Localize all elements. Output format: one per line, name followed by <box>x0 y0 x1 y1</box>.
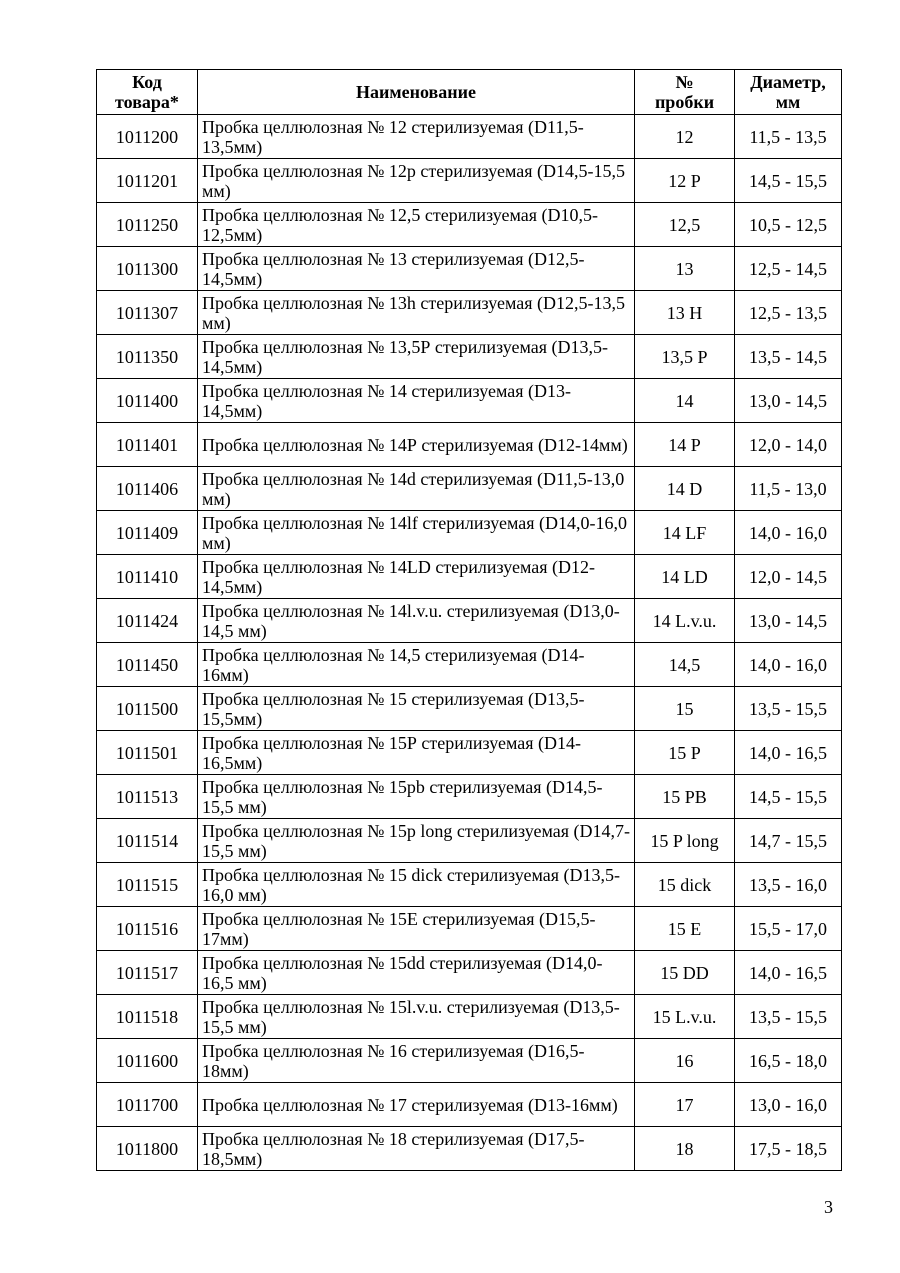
cell-diameter: 12,5 - 14,5 <box>735 247 842 291</box>
cell-number: 15 L.v.u. <box>635 995 735 1039</box>
cell-number: 15 DD <box>635 951 735 995</box>
cell-diameter: 15,5 - 17,0 <box>735 907 842 951</box>
cell-name: Пробка целлюлозная № 14 стерилизуемая (D13-14,5мм) <box>198 379 635 423</box>
cell-code: 1011250 <box>97 203 198 247</box>
cell-code: 1011300 <box>97 247 198 291</box>
table-row <box>97 643 842 687</box>
table-row <box>97 819 842 863</box>
cell-diameter: 14,5 - 15,5 <box>735 159 842 203</box>
table-body <box>97 115 842 1171</box>
cell-diameter: 13,0 - 14,5 <box>735 379 842 423</box>
cell-code: 1011514 <box>97 819 198 863</box>
cell-code: 1011424 <box>97 599 198 643</box>
table-row <box>97 423 842 467</box>
table-row <box>97 379 842 423</box>
table-row <box>97 555 842 599</box>
table-row <box>97 863 842 907</box>
cell-name: Пробка целлюлозная № 15Е стерилизуемая (D15,5-17мм) <box>198 907 635 951</box>
header-name: Наименование <box>198 70 635 115</box>
table-row <box>97 951 842 995</box>
table-row <box>97 203 842 247</box>
cell-number: 12 <box>635 115 735 159</box>
cell-name: Пробка целлюлозная № 13 стерилизуемая (D12,5-14,5мм) <box>198 247 635 291</box>
cell-code: 1011409 <box>97 511 198 555</box>
cell-diameter: 14,0 - 16,5 <box>735 951 842 995</box>
cell-diameter: 13,5 - 15,5 <box>735 687 842 731</box>
cell-number: 13 H <box>635 291 735 335</box>
cell-number: 14 D <box>635 467 735 511</box>
cell-diameter: 12,0 - 14,5 <box>735 555 842 599</box>
cell-name: Пробка целлюлозная № 15Р стерилизуемая (D14-16,5мм) <box>198 731 635 775</box>
cell-name: Пробка целлюлозная № 15p long стерилизуемая (D14,7-15,5 мм) <box>198 819 635 863</box>
cell-diameter: 12,5 - 13,5 <box>735 291 842 335</box>
header-code: Код товара* <box>97 70 198 115</box>
table-row <box>97 115 842 159</box>
cell-diameter: 13,5 - 16,0 <box>735 863 842 907</box>
cell-number: 15 dick <box>635 863 735 907</box>
cell-number: 15 Р <box>635 731 735 775</box>
cell-code: 1011517 <box>97 951 198 995</box>
cell-name: Пробка целлюлозная № 15dd стерилизуемая (D14,0-16,5 мм) <box>198 951 635 995</box>
cell-diameter: 11,5 - 13,5 <box>735 115 842 159</box>
table-row <box>97 335 842 379</box>
cell-code: 1011500 <box>97 687 198 731</box>
cell-name: Пробка целлюлозная № 14d стерилизуемая (D11,5-13,0 мм) <box>198 467 635 511</box>
table-row <box>97 159 842 203</box>
cell-diameter: 13,5 - 15,5 <box>735 995 842 1039</box>
table-row <box>97 511 842 555</box>
cell-name: Пробка целлюлозная № 14lf стерилизуемая (D14,0-16,0 мм) <box>198 511 635 555</box>
cell-name: Пробка целлюлозная № 17 стерилизуемая (D13-16мм) <box>198 1083 635 1127</box>
cell-number: 14,5 <box>635 643 735 687</box>
cell-number: 15 <box>635 687 735 731</box>
cell-diameter: 11,5 - 13,0 <box>735 467 842 511</box>
table-row <box>97 731 842 775</box>
cell-number: 14 Р <box>635 423 735 467</box>
cell-code: 1011401 <box>97 423 198 467</box>
cell-number: 14 LD <box>635 555 735 599</box>
table-row <box>97 995 842 1039</box>
cell-number: 13,5 Р <box>635 335 735 379</box>
cell-diameter: 13,0 - 16,0 <box>735 1083 842 1127</box>
cell-code: 1011406 <box>97 467 198 511</box>
cell-diameter: 12,0 - 14,0 <box>735 423 842 467</box>
cell-code: 1011513 <box>97 775 198 819</box>
cell-number: 18 <box>635 1127 735 1171</box>
cell-diameter: 17,5 - 18,5 <box>735 1127 842 1171</box>
cell-diameter: 14,0 - 16,5 <box>735 731 842 775</box>
cell-name: Пробка целлюлозная № 14LD стерилизуемая (D12-14,5мм) <box>198 555 635 599</box>
header-diameter: Диаметр, мм <box>735 70 842 115</box>
table-row <box>97 247 842 291</box>
cell-code: 1011515 <box>97 863 198 907</box>
cell-code: 1011201 <box>97 159 198 203</box>
header-number: № пробки <box>635 70 735 115</box>
cell-name: Пробка целлюлозная № 12,5 стерилизуемая (D10,5-12,5мм) <box>198 203 635 247</box>
cell-code: 1011450 <box>97 643 198 687</box>
cell-name: Пробка целлюлозная № 12 стерилизуемая (D11,5-13,5мм) <box>198 115 635 159</box>
cell-code: 1011410 <box>97 555 198 599</box>
cell-name: Пробка целлюлозная № 15 dick стерилизуемая (D13,5-16,0 мм) <box>198 863 635 907</box>
table-row <box>97 1083 842 1127</box>
cell-name: Пробка целлюлозная № 15l.v.u. стерилизуемая (D13,5-15,5 мм) <box>198 995 635 1039</box>
cell-number: 14 L.v.u. <box>635 599 735 643</box>
cell-name: Пробка целлюлозная № 13,5Р стерилизуемая (D13,5-14,5мм) <box>198 335 635 379</box>
cell-code: 1011800 <box>97 1127 198 1171</box>
cell-number: 15 Е <box>635 907 735 951</box>
cell-code: 1011400 <box>97 379 198 423</box>
products-table <box>96 69 842 1171</box>
cell-number: 15 PB <box>635 775 735 819</box>
table-header <box>97 70 842 115</box>
table-row <box>97 599 842 643</box>
page-number: 3 <box>824 1197 833 1217</box>
table-row <box>97 687 842 731</box>
table-row <box>97 1039 842 1083</box>
cell-number: 16 <box>635 1039 735 1083</box>
table-row <box>97 1127 842 1171</box>
cell-name: Пробка целлюлозная № 12р стерилизуемая (D14,5-15,5 мм) <box>198 159 635 203</box>
cell-name: Пробка целлюлозная № 15pb стерилизуемая (D14,5-15,5 мм) <box>198 775 635 819</box>
cell-code: 1011700 <box>97 1083 198 1127</box>
cell-diameter: 14,0 - 16,0 <box>735 643 842 687</box>
cell-diameter: 14,0 - 16,0 <box>735 511 842 555</box>
cell-number: 15 P long <box>635 819 735 863</box>
cell-number: 12 Р <box>635 159 735 203</box>
cell-code: 1011516 <box>97 907 198 951</box>
cell-name: Пробка целлюлозная № 16 стерилизуемая (D16,5-18мм) <box>198 1039 635 1083</box>
cell-code: 1011200 <box>97 115 198 159</box>
cell-diameter: 14,7 - 15,5 <box>735 819 842 863</box>
cell-diameter: 14,5 - 15,5 <box>735 775 842 819</box>
cell-name: Пробка целлюлозная № 13h стерилизуемая (D12,5-13,5 мм) <box>198 291 635 335</box>
cell-diameter: 10,5 - 12,5 <box>735 203 842 247</box>
cell-number: 13 <box>635 247 735 291</box>
table-header-row <box>97 70 842 115</box>
cell-number: 14 LF <box>635 511 735 555</box>
cell-code: 1011307 <box>97 291 198 335</box>
cell-code: 1011518 <box>97 995 198 1039</box>
cell-code: 1011350 <box>97 335 198 379</box>
cell-name: Пробка целлюлозная № 14l.v.u. стерилизуемая (D13,0-14,5 мм) <box>198 599 635 643</box>
cell-name: Пробка целлюлозная № 15 стерилизуемая (D13,5-15,5мм) <box>198 687 635 731</box>
table-row <box>97 291 842 335</box>
table-row <box>97 467 842 511</box>
cell-number: 12,5 <box>635 203 735 247</box>
cell-number: 14 <box>635 379 735 423</box>
cell-code: 1011600 <box>97 1039 198 1083</box>
cell-diameter: 16,5 - 18,0 <box>735 1039 842 1083</box>
table-row <box>97 907 842 951</box>
table-row <box>97 775 842 819</box>
cell-name: Пробка целлюлозная № 18 стерилизуемая (D17,5-18,5мм) <box>198 1127 635 1171</box>
cell-name: Пробка целлюлозная № 14Р стерилизуемая (D12-14мм) <box>198 423 635 467</box>
cell-number: 17 <box>635 1083 735 1127</box>
cell-code: 1011501 <box>97 731 198 775</box>
cell-diameter: 13,5 - 14,5 <box>735 335 842 379</box>
cell-name: Пробка целлюлозная № 14,5 стерилизуемая (D14-16мм) <box>198 643 635 687</box>
cell-diameter: 13,0 - 14,5 <box>735 599 842 643</box>
